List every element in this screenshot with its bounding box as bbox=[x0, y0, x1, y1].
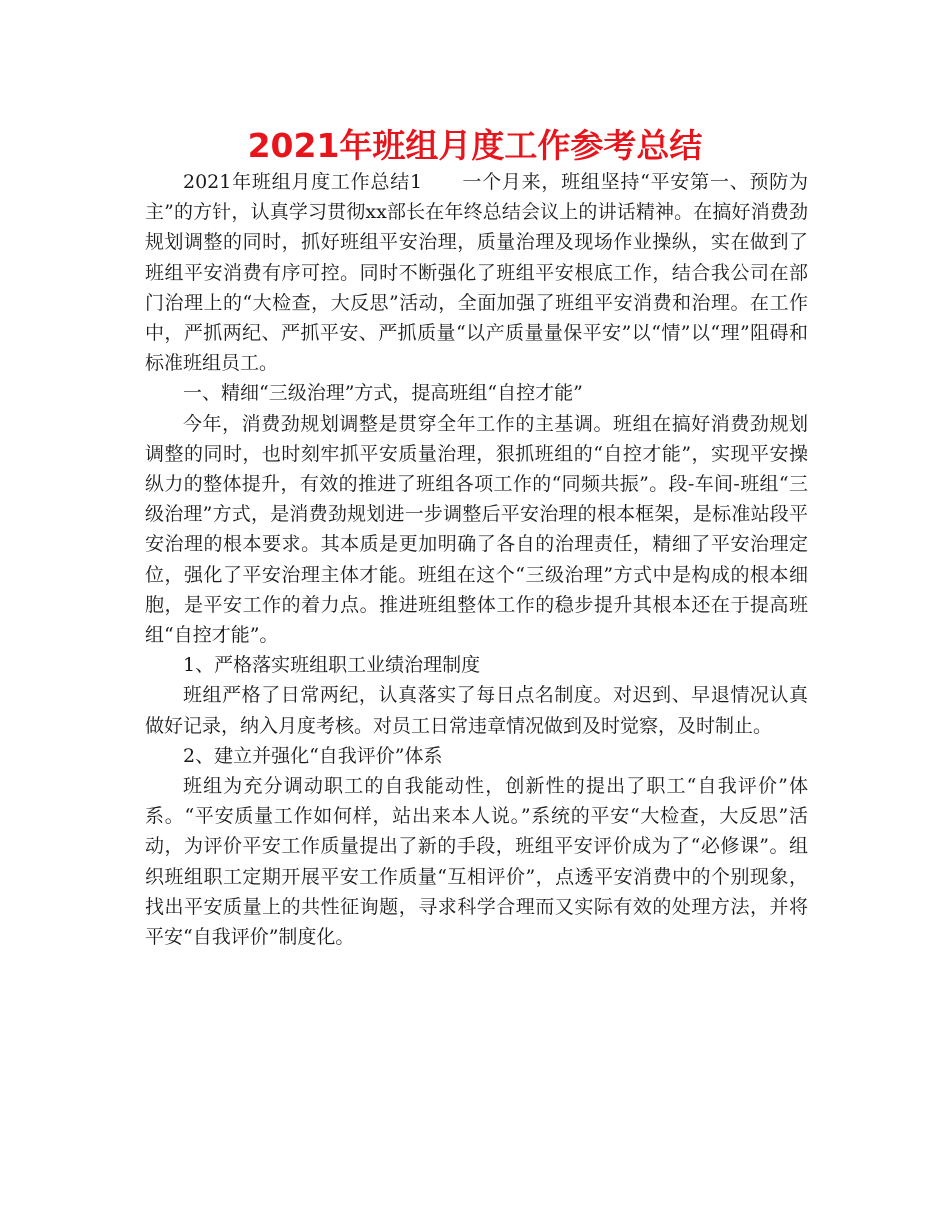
subsection-heading-2: 2、建立并强化“自我评价”体系 bbox=[183, 744, 443, 767]
document-body bbox=[145, 167, 808, 952]
subsection-heading-1: 1、严格落实班组职工业绩治理制度 bbox=[183, 654, 481, 677]
section-heading-1: 一、精细“三级治理”方式，提高班组“自控才能” bbox=[183, 382, 583, 405]
body-paragraph: 今年，消费劲规划调整是贯穿全年工作的主基调。班组在搞好消费劲规划调整的同时，也时刻牢抓平安质量治理，狠抓班组的“自控才能”，实现平安操纵力的整体提升，有效的推进了班组各项工作的“同频共振”。段-车间-班组“三级治理”方式，是消费劲规划进一步调整后平安治理的根本框架，是标准站段平安治理的根本要求。其本质是更加明确了各自的治理责任，精细了平安治理定位，强化了平安治理主体才能。班组在这个“三级治理”方式中是构成的根本细胞，是平安工作的着力点。推进班组整体工作的稳步提升其根本还在于提高班组“自控才能”。 bbox=[145, 412, 808, 647]
intro-paragraph: 2021年班组月度工作总结1 一个月来，班组坚持“平安第一、预防为主”的方针，认真学习贯彻xx部长在年终总结会议上的讲话精神。在搞好消费劲规划调整的同时，抓好班组平安治理，质量治理及现场作业操纵，实在做到了班组平安消费有序可控。同时不断强化了班组平安根底工作，结合我公司在部门治理上的“大检查，大反思”活动，全面加强了班组平安消费和治理。在工作中，严抓两纪、严抓平安、严抓质量“以产质量量保平安”以“情”以“理”阻碍和标准班组员工。 bbox=[145, 171, 808, 375]
body-paragraph: 班组严格了日常两纪，认真落实了每日点名制度。对迟到、早退情况认真做好记录，纳入月度考核。对员工日常违章情况做到及时觉察，及时制止。 bbox=[145, 684, 808, 737]
document-title: 2021年班组月度工作参考总结 bbox=[247, 126, 703, 165]
body-paragraph: 班组为充分调动职工的自我能动性，创新性的提出了职工“自我评价”体系。“平安质量工作如何样，站出来本人说。”系统的平安“大检查，大反思”活动，为评价平安工作质量提出了新的手段，班组平安评价成为了“必修课”。组织班组职工定期开展平安工作质量“互相评价”，点透平安消费中的个别现象，找出平安质量上的共性征询题，寻求科学合理而又实际有效的处理方法，并将平安“自我评价”制度化。 bbox=[145, 775, 808, 949]
